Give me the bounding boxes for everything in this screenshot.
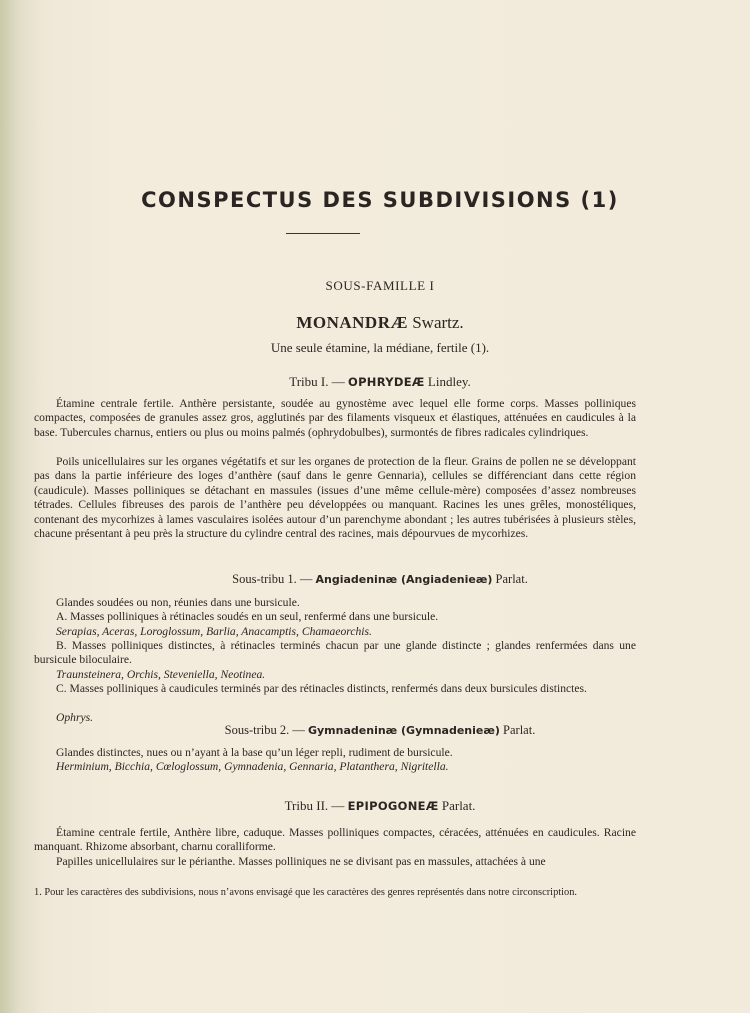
tribe-1-paragraph-1 bbox=[34, 397, 636, 440]
subtribe-1-c-text-content: C. Masses polliniques à caudicules terminés par des rétinacles distincts, renfermés dans deux bursicules distinctes. bbox=[56, 682, 587, 695]
tribe-1-name: OPHRYDEÆ bbox=[348, 375, 425, 389]
tribe-1-heading bbox=[60, 374, 700, 390]
tribe-2-paragraph-1 bbox=[34, 826, 636, 855]
subtribe-1-c-text bbox=[34, 682, 636, 696]
subtribe-1-prefix: Sous-tribu 1. — bbox=[232, 572, 313, 586]
tribe-2-author: Parlat. bbox=[441, 798, 476, 813]
subtribe-1-c-genera: Ophrys. bbox=[56, 711, 94, 724]
footnote-text: 1. Pour les caractères des subdivisions, nous n’avons envisagé que les caractères des genres représentés dans notre circonscription. bbox=[34, 887, 578, 898]
subfamily-name: MONANDRÆ bbox=[296, 313, 408, 332]
subtribe-2-heading bbox=[60, 723, 700, 738]
subtribe-1-b-text bbox=[34, 639, 636, 668]
tribe-1-author: Lindley. bbox=[427, 374, 471, 389]
page-title: CONSPECTUS DES SUBDIVISIONS (1) bbox=[141, 188, 619, 212]
subtribe-1-heading bbox=[60, 572, 700, 587]
footnote bbox=[34, 887, 636, 900]
subtribe-1-author: Parlat. bbox=[495, 572, 528, 586]
subtribe-2-prefix: Sous-tribu 2. — bbox=[224, 723, 305, 737]
title-rule bbox=[286, 233, 360, 234]
subtribe-2-line-1: Glandes distinctes, nues ou n’ayant à la base qu’un léger repli, rudiment de bursicule. bbox=[56, 746, 453, 759]
tribe-2-paragraph-1-text: Étamine centrale fertile, Anthère libre, caduque. Masses polliniques compactes, céracées, atténuées en caudicules. Racine manquant. Rhizome absorbant, charnu coralliforme. bbox=[34, 826, 636, 854]
subfamily-author: Swartz. bbox=[412, 313, 464, 332]
subfamily-label: SOUS-FAMILLE I bbox=[325, 278, 435, 293]
subtribe-1-line-1: Glandes soudées ou non, réunies dans une bursicule. bbox=[56, 596, 300, 609]
tribe-2-name: EPIPOGONEÆ bbox=[347, 799, 439, 813]
subtribe-1-b-genera: Traunsteinera, Orchis, Steveniella, Neotinea. bbox=[56, 668, 266, 681]
subtribe-1-a-text: A. Masses polliniques à rétinacles soudés en un seul, renfermé dans une bursicule. bbox=[56, 610, 439, 623]
tribe-2-paragraph-2 bbox=[34, 855, 636, 869]
subtribe-2-author: Parlat. bbox=[503, 723, 536, 737]
subtribe-2-name: Gymnadeninæ (Gymnadenieæ) bbox=[307, 724, 500, 737]
tribe-1-paragraph-1-text: Étamine centrale fertile. Anthère persistante, soudée au gynostème avec lequel elle forme corps. Masses polliniques compactes, composées de granules assez gros, agglutinés par des filaments visqueux et élastiques, atténuées en caudicules à la base. Tubercules charnus, entiers ou plus ou moins palmés (ophrydobulbes), surmontés de fibres radicales cylindriques. bbox=[34, 397, 636, 439]
tribe-2-heading bbox=[60, 798, 700, 814]
tribe-1-prefix: Tribu I. — bbox=[289, 374, 345, 389]
subtribe-1-b-text-content: B. Masses polliniques distinctes, à rétinacles terminés chacun par une glande distincte ; glandes renfermées dans une bursicule biloculaire. bbox=[34, 639, 636, 667]
tribe-2-paragraph-2-text: Papilles unicellulaires sur le périanthe. Masses polliniques ne se divisant pas en massules, attachées à une bbox=[56, 855, 546, 868]
subfamily-description: Une seule étamine, la médiane, fertile (1). bbox=[270, 340, 490, 355]
subtribe-2-genera: Herminium, Bicchia, Cœloglossum, Gymnadenia, Gennaria, Platanthera, Nigritella. bbox=[56, 760, 449, 773]
tribe-2-prefix: Tribu II. — bbox=[284, 798, 345, 813]
tribe-1-paragraph-2-text: Poils unicellulaires sur les organes végétatifs et sur les organes de protection de la fleur. Grains de pollen ne se développant pas dans la partie inférieure des loges d’anthère (sauf dans le genre Gennaria), cellules se différenciant dans cette région (caudicule). Masses polliniques se détachant en massules (issues d’une même cellule-mère) composées d’assez nombreuses tétrades. Cellules fibreuses des parois de l’anthère peu développées ou manquant. Racines les unes grêles, monostéliques, contenant des mycorhizes à lames vasculaires isolées autour d’un parenchyme abondant ; les autres tubérisées à plusieurs stèles, chacune présentant à peu près la structure du cylindre central des racines, mais dépourvues de mycorhizes. bbox=[34, 455, 636, 541]
subfamily-heading bbox=[60, 313, 700, 333]
subtribe-1-name: Angiadeninæ (Angiadenieæ) bbox=[315, 573, 493, 586]
tribe-1-paragraph-2 bbox=[34, 455, 636, 541]
subtribe-1-a-genera: Serapias, Aceras, Loroglossum, Barlia, Anacamptis, Chamaeorchis. bbox=[56, 625, 372, 638]
